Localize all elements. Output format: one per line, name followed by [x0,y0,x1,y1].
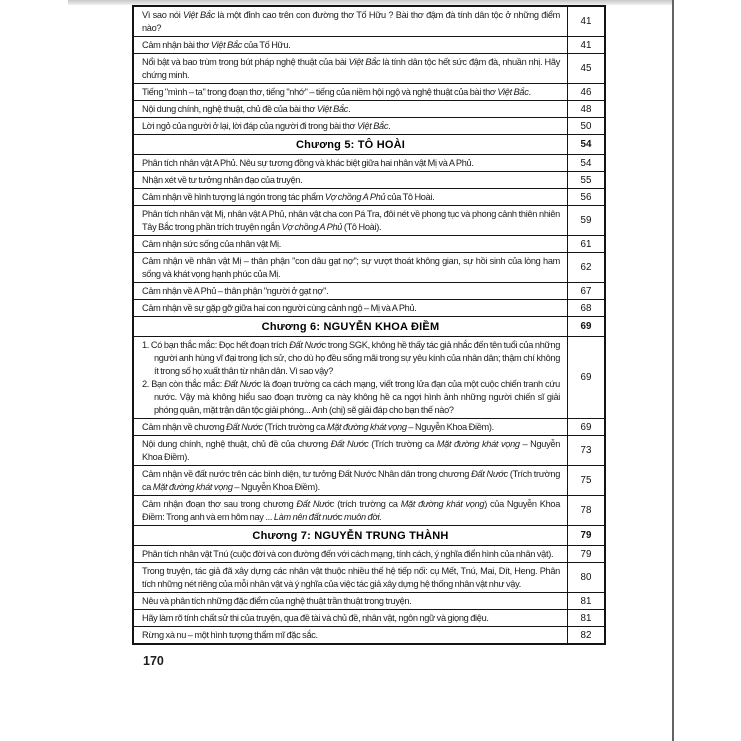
toc-row [133,101,605,118]
toc-item-text: Cảm nhận đoạn thơ sau trong chương Đất Nước (trích trường ca Mặt đường khát vọng) của Nguyễn Khoa Điềm: Trong anh và em hôm nay ... Làm nên đất nước muôn đời. [133,496,568,526]
toc-row [133,610,605,627]
toc-item-text: Nội dung chính, nghệ thuật, chủ đề của chương Đất Nước (Trích trường ca Mặt đường khát vọng – Nguyễn Khoa Điềm). [133,436,568,466]
toc-item-text: Phân tích nhân vật Mị, nhân vật A Phủ, nhân vật cha con Pá Tra, đôi nét về phong tục và phong cảnh thiên nhiên Tây Bắc trong phần trích truyện ngắn Vợ chồng A Phủ (Tô Hoài). [133,206,568,236]
toc-item-text: Cảm nhận bài thơ Việt Bắc của Tố Hữu. [133,37,568,54]
toc-item-page: 69 [568,337,606,419]
toc-item-text: Trong truyện, tác giả đã xây dựng các nhân vật thuộc nhiều thế hệ tiếp nối: cụ Mết, Tnú, Mai, Dít, Heng. Phân tích những nét riêng của mỗi nhân vật và ý nghĩa của việc tác giả xây dựng hệ thống nhân vật như vậy. [133,563,568,593]
toc-row [133,206,605,236]
scanned-page [132,5,606,668]
toc-row [133,496,605,526]
toc-item-page: 45 [568,54,606,84]
toc-item-page: 56 [568,189,606,206]
page-number: 170 [143,654,164,668]
chapter-page-number: 69 [568,317,606,337]
toc-row [133,593,605,610]
toc-item-page: 61 [568,236,606,253]
toc-row [133,84,605,101]
toc-item-page: 68 [568,300,606,317]
toc-item-text: Rừng xà nu – một hình tượng thẩm mĩ đặc sắc. [133,627,568,645]
toc-row [133,563,605,593]
toc-item-page: 81 [568,610,606,627]
toc-row [133,436,605,466]
toc-row [133,189,605,206]
toc-item-page: 41 [568,37,606,54]
toc-item-page: 48 [568,101,606,118]
toc-item-page: 62 [568,253,606,283]
toc-table [132,5,606,645]
toc-item-page: 73 [568,436,606,466]
chapter-title: Chương 7: NGUYỄN TRUNG THÀNH [133,526,568,546]
toc-item-page: 81 [568,593,606,610]
chapter-header-row [133,135,605,155]
toc-item-text: Nổi bật và bao trùm trong bút pháp nghệ thuật của bài Việt Bắc là tính dân tộc hết sức đậm đà, nhuần nhị. Hãy chứng minh. [133,54,568,84]
chapter-page-number: 79 [568,526,606,546]
toc-row [133,627,605,645]
toc-item-text: Cảm nhận về nhân vật Mị – thân phận "con dâu gạt nợ"; sự vượt thoát không gian, sự hồi sinh của lòng ham sống và khát vọng hạnh phúc của Mị. [133,253,568,283]
toc-row [133,6,605,37]
toc-row [133,253,605,283]
toc-item-text: Phân tích nhân vật A Phủ. Nêu sự tương đồng và khác biệt giữa hai nhân vật Mị và A Phủ. [133,155,568,172]
toc-item-text: Nêu và phân tích những đặc điểm của nghệ thuật trần thuật trong truyện. [133,593,568,610]
toc-row [133,546,605,563]
toc-row [133,337,605,419]
toc-row [133,419,605,436]
chapter-title: Chương 6: NGUYỄN KHOA ĐIỀM [133,317,568,337]
toc-item-page: 78 [568,496,606,526]
chapter-title: Chương 5: TÔ HOÀI [133,135,568,155]
chapter-page-number: 54 [568,135,606,155]
toc-row [133,283,605,300]
toc-item-page: 59 [568,206,606,236]
toc-row [133,118,605,135]
toc-item-page: 54 [568,155,606,172]
toc-item-text: Hãy làm rõ tính chất sử thi của truyện, qua đề tài và chủ đề, nhân vật, ngôn ngữ và giọng điệu. [133,610,568,627]
toc-item-text: Cảm nhận về sự gặp gỡ giữa hai con người cùng cảnh ngộ – Mị và A Phủ. [133,300,568,317]
toc-item-text: Nội dung chính, nghệ thuật, chủ đề của bài thơ Việt Bắc. [133,101,568,118]
toc-row [133,155,605,172]
toc-item-page: 55 [568,172,606,189]
toc-item-page: 80 [568,563,606,593]
toc-item-text: Tiếng "mình – ta" trong đoạn thơ, tiếng "nhớ" – tiếng của niềm hội ngộ và nghệ thuật của bài thơ Việt Bắc. [133,84,568,101]
toc-item-text: Cảm nhận sức sống của nhân vật Mị. [133,236,568,253]
toc-item-text: 1. Có bạn thắc mắc: Đọc hết đoạn trích Đất Nước trong SGK, không hề thấy tác giả nhắc đến tên tuổi của những người anh hùng vĩ đại trong lịch sử, cho dù họ đều sống mãi trong sự yêu kính của nhân dân; thậm chí không ít trong số họ xuất thân từ nhân dân. Vì sao vậy? 2. Bạn còn thắc mắc: Đất Nước là đoạn trường ca cách mạng, viết trong lửa đạn của một cuộc chiến tranh cứu nước. Vậy mà không hiểu sao đoạn trường ca này không hề ca ngợi hình ảnh những người chiến sĩ giải phóng quân, mặt trận dân tộc giải phóng... Anh (chị) sẽ giải đáp cho bạn thế nào? [133,337,568,419]
page-edge-line [672,0,674,741]
toc-item-text: Cảm nhận về hình tượng lá ngón trong tác phẩm Vợ chồng A Phủ của Tô Hoài. [133,189,568,206]
toc-item-page: 82 [568,627,606,645]
toc-item-page: 67 [568,283,606,300]
toc-item-text: Phân tích nhân vật Tnú (cuộc đời và con đường đến với cách mạng, tính cách, ý nghĩa điển hình của nhân vật). [133,546,568,563]
toc-row [133,466,605,496]
toc-item-text: Cảm nhận về A Phủ – thân phận "người ở gạt nợ". [133,283,568,300]
toc-item-page: 75 [568,466,606,496]
toc-body [133,6,605,644]
toc-item-text: Cảm nhận về chương Đất Nước (Trích trường ca Mặt đường khát vọng – Nguyễn Khoa Điềm). [133,419,568,436]
chapter-header-row [133,317,605,337]
toc-row [133,54,605,84]
toc-item-text: Lời ngỏ của người ở lại, lời đáp của người đi trong bài thơ Việt Bắc. [133,118,568,135]
toc-item-page: 46 [568,84,606,101]
toc-item-text: Nhận xét về tư tưởng nhân đạo của truyện. [133,172,568,189]
toc-item-page: 79 [568,546,606,563]
toc-item-text: Vì sao nói Việt Bắc là một đỉnh cao trên con đường thơ Tố Hữu ? Bài thơ đậm đà tính dân tộc ở những điểm nào? [133,6,568,37]
toc-row [133,236,605,253]
toc-item-page: 50 [568,118,606,135]
toc-item-page: 41 [568,6,606,37]
toc-item-text: Cảm nhận về đất nước trên các bình diện, tư tưởng Đất Nước Nhân dân trong chương Đất Nước (Trích trường ca Mặt đường khát vọng – Nguyễn Khoa Điềm). [133,466,568,496]
toc-row [133,172,605,189]
toc-row [133,37,605,54]
toc-item-page: 69 [568,419,606,436]
toc-row [133,300,605,317]
chapter-header-row [133,526,605,546]
